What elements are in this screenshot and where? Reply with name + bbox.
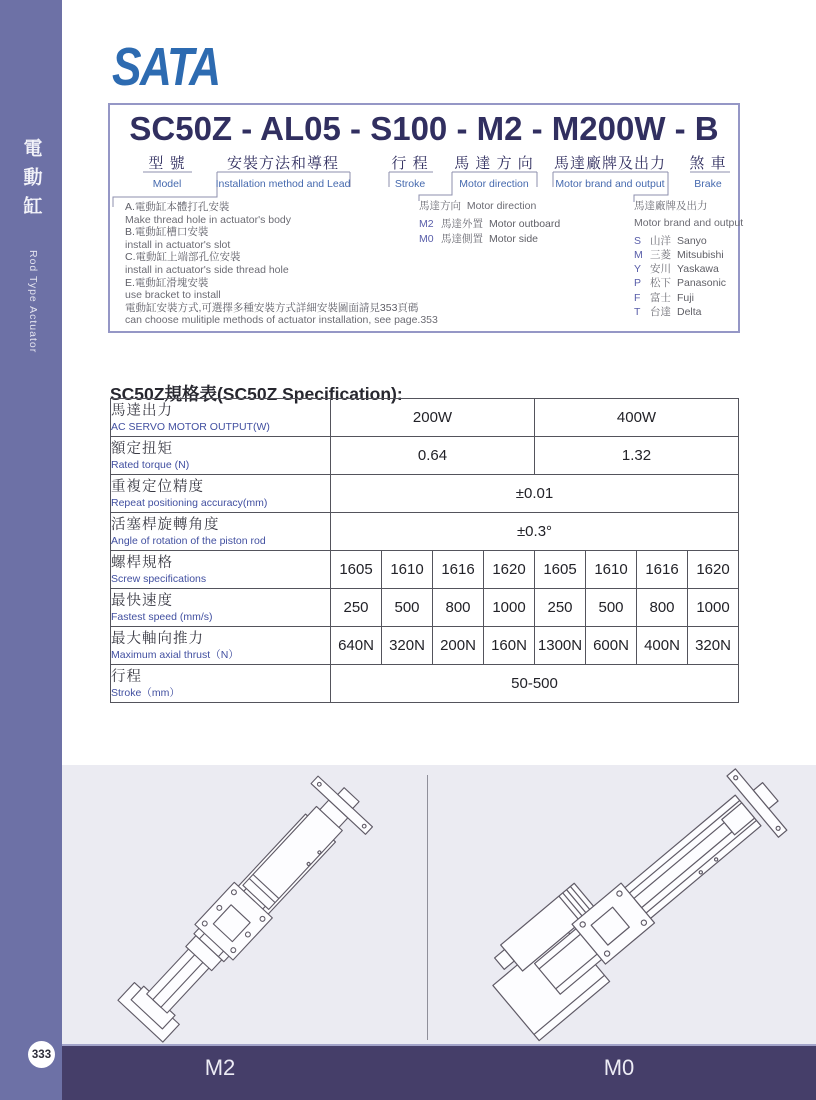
installation-note-line: A.電動缸本體打孔安裝 [125,201,230,213]
spec-value-cell: 600N [586,627,637,665]
brand-en: Panasonic [677,277,727,290]
motor-brand-header-en: Motor brand and output [634,217,744,230]
motor-direction-option [419,232,560,247]
spec-label-en: Rated torque (N) [111,458,190,471]
spec-table [110,398,739,703]
installation-notes [125,201,438,327]
model-number-box [108,103,744,333]
segment-label-en: Installation method and Lead [215,178,351,190]
spec-label-zh: 活塞桿旋轉角度 [111,516,220,533]
motor-brand-option [634,234,743,248]
installation-note-line: install in actuator's slot [125,238,231,251]
installation-note-line: B.電動缸槽口安裝 [125,226,209,239]
spec-value-cell: 640N [331,627,382,665]
motor-direction-list [419,199,560,247]
spec-label-zh: 最快速度 [111,592,173,609]
brand-zh: 安川 [650,263,671,276]
spec-value-cell: 800 [433,589,484,627]
model-segment-label [689,155,726,190]
spec-row [111,627,739,665]
spec-row-label [111,513,331,551]
spec-label-en: Screw specifications [111,572,207,585]
motor-brand-option [634,248,743,262]
spec-row [111,437,739,475]
segment-label-zh: 馬 達 方 向 [454,155,534,172]
model-segment-label [216,155,351,190]
direction-en: Motor outboard [489,218,561,230]
brand-en: Yaskawa [677,263,719,276]
spec-value-cell: ±0.3° [331,513,739,551]
brand-code: S [634,234,642,247]
spec-label-en: Repeat positioning accuracy(mm) [111,496,268,509]
spec-row-label [111,627,331,665]
spec-label-en: Angle of rotation of the piston rod [111,534,266,547]
spec-value-cell: 50-500 [331,665,739,703]
brand-en: Delta [677,306,702,319]
spec-label-zh: 螺桿規格 [111,554,173,571]
brand-zh: 富士 [650,291,671,304]
brand-code: F [634,291,641,304]
spec-label-zh: 行程 [111,668,142,685]
spec-value-cell: 400N [637,627,688,665]
brand-zh: 山洋 [650,234,671,247]
segment-label-en: Motor brand and output [555,178,665,190]
motor-brand-option [634,276,743,290]
spec-value-cell: 1000 [688,589,739,627]
segment-label-zh: 行 程 [391,155,429,172]
motor-brand-option [634,291,743,305]
brand-zh: 松下 [650,277,671,290]
model-code: SC50Z - AL05 - S100 - M2 - M200W - B [129,110,719,147]
segment-label-en: Model [152,178,182,190]
spec-value-cell: ±0.01 [331,475,739,513]
m0-actuator-drawing [427,765,816,1044]
direction-code: M2 [419,218,434,230]
spec-value-cell: 1000 [484,589,535,627]
installation-note-line: install in actuator's side thread hole [125,263,289,276]
segment-label-en: Motor direction [459,178,529,190]
spec-table-title: SC50Z規格表(SC50Z Specification): [110,383,403,404]
spec-row-label [111,399,331,437]
spec-value-cell: 160N [484,627,535,665]
spec-row-label [111,665,331,703]
installation-note-line: 電動缸安裝方式,可選擇多種安裝方式詳細安裝圖面請見353頁碼 [125,301,419,314]
spec-row-label [111,475,331,513]
direction-zh: 馬達外置 [441,218,483,230]
spec-value-cell: 1616 [433,551,484,589]
segment-label-en: Brake [694,178,722,190]
spec-value-cell: 400W [535,399,739,437]
m2-actuator-drawing [62,765,427,1044]
spec-value-cell: 1620 [484,551,535,589]
spec-label-zh: 馬達出力 [111,402,173,419]
spec-row [111,399,739,437]
motor-brand-option [634,305,743,319]
spec-value-cell: 320N [688,627,739,665]
caption-bar [62,1044,816,1100]
motor-direction-header-en: Motor direction [466,200,537,212]
spec-value-cell: 250 [331,589,382,627]
spec-row [111,475,739,513]
spec-value-cell: 1616 [637,551,688,589]
drawings-panel [62,765,816,1044]
installation-note-line: C.電動缸上端部孔位安裝 [125,251,241,264]
segment-label-zh: 安裝方法和導程 [226,155,340,172]
brand-code: T [634,306,641,319]
spec-label-zh: 重複定位精度 [111,478,204,495]
brand-zh: 三菱 [650,248,671,261]
model-segment-label [554,155,666,190]
brand-en: Mitsubishi [677,248,724,261]
spec-label-en: AC SERVO MOTOR OUTPUT(W) [111,420,270,433]
spec-value-cell: 1605 [535,551,586,589]
caption-m0: M0 [603,1055,635,1080]
installation-note-line: Make thread hole in actuator's body [125,213,292,226]
spec-row [111,589,739,627]
caption-m2: M2 [204,1055,236,1080]
model-segment-label [391,155,428,190]
motor-brand-header-zh: 馬達廠牌及出力 [634,200,708,212]
spec-label-en: Fastest speed (mm/s) [111,610,213,623]
spec-value-cell: 1300N [535,627,586,665]
brand-code: M [634,248,643,261]
motor-direction-option [419,217,560,232]
spec-label-en: Maximum axial thrust（N） [111,648,239,661]
segment-label-zh: 馬達廠牌及出力 [553,155,667,172]
spec-value-cell: 1605 [331,551,382,589]
spec-row [111,665,739,703]
brand-code: P [634,277,642,290]
motor-direction-header-zh: 馬達方向 [419,200,461,212]
installation-note-line: can choose mulitiple methods of actuator installation, see page.353 [125,314,438,327]
category-sidebar [0,0,62,1100]
motor-direction-header [419,199,560,214]
model-segment-label [148,155,185,190]
segment-label-zh: 煞 車 [689,155,727,172]
spec-value-cell: 800 [637,589,688,627]
category-label-zh: 電動缸 [20,138,42,225]
spec-value-cell: 200W [331,399,535,437]
brand-en: Fuji [677,291,694,304]
category-label-en: Rod Type Actuator [27,250,39,354]
spec-value-cell: 1620 [688,551,739,589]
brand-zh: 台達 [650,306,671,319]
spec-value-cell: 1610 [586,551,637,589]
spec-row-label [111,589,331,627]
motor-brand-list [634,199,743,319]
spec-row-label [111,551,331,589]
spec-value-cell: 0.64 [331,437,535,475]
spec-label-zh: 額定扭矩 [111,440,173,457]
spec-row [111,551,739,589]
spec-value-cell: 320N [382,627,433,665]
installation-note-line: E.電動缸滑塊安裝 [125,276,209,289]
brand-code: Y [634,263,642,276]
model-segment-label [454,155,534,190]
segment-label-zh: 型 號 [148,155,186,172]
spec-value-cell: 250 [535,589,586,627]
segment-label-en: Stroke [394,178,426,190]
brand-logo: SATA [112,37,220,97]
page-number-badge: 333 [28,1041,55,1068]
spec-value-cell: 500 [382,589,433,627]
brand-en: Sanyo [677,234,707,247]
spec-row-label [111,437,331,475]
motor-brand-option [634,262,743,276]
spec-value-cell: 200N [433,627,484,665]
direction-zh: 馬達側置 [441,233,483,245]
direction-code: M0 [419,233,434,245]
spec-value-cell: 1610 [382,551,433,589]
direction-en: Motor side [489,233,539,245]
spec-row [111,513,739,551]
spec-value-cell: 1.32 [535,437,739,475]
installation-note-line: use bracket to install [125,289,221,302]
spec-label-zh: 最大軸向推力 [111,630,204,647]
spec-value-cell: 500 [586,589,637,627]
spec-label-en: Stroke（mm） [111,686,180,699]
